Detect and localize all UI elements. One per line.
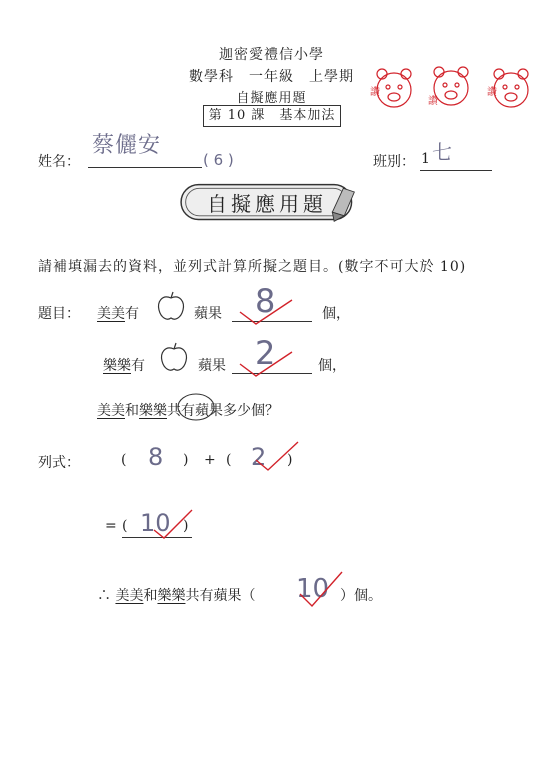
stamp-text-2: 讚 [428, 96, 438, 107]
close-paren-2: ) [287, 452, 293, 468]
pig-stamp-2 [434, 67, 468, 105]
school-name: 迦密愛禮信小學 [219, 47, 324, 63]
question-rest: 蘋果多少個？ [195, 403, 279, 419]
check-mark-3 [252, 440, 302, 474]
name-lele-3: 樂樂 [157, 588, 186, 604]
stamp-text-3: 讚 [487, 87, 497, 98]
pig-stamp-1 [377, 69, 411, 107]
instruction-text: 請補填漏去的資料，並列式計算所擬之題目。(數字不可大於 10) [38, 259, 467, 275]
banner-title: 自擬應用題 [207, 192, 327, 216]
equals-sign: = [105, 518, 117, 534]
open-paren-1: ( [121, 452, 127, 468]
therefore-symbol: ∴ [97, 588, 111, 604]
close-paren-1: ) [183, 452, 189, 468]
keyword-circle [176, 392, 216, 422]
has-text: 有 [125, 306, 139, 322]
fruit-label-2: 蘋果 [198, 358, 226, 374]
check-mark-2 [236, 350, 296, 380]
plus-sign: + [204, 452, 216, 468]
question-line-2 [103, 355, 145, 375]
result-handwriting: 10 [140, 509, 171, 537]
open-paren-2: ( [226, 452, 232, 468]
equation-value-2: 2 [251, 443, 267, 471]
answer-1-handwriting: 8 [255, 282, 276, 320]
topic-heading: 自擬應用題 [236, 91, 307, 106]
name-lele: 樂樂 [103, 358, 131, 374]
name-meimei-3: 美美 [115, 588, 144, 604]
conclusion-unit: ）個。 [340, 588, 382, 604]
apple-icon-2 [159, 341, 189, 373]
and-text-2: 和 [143, 588, 158, 604]
lesson-title: 第 10 課 基本加法 [203, 105, 341, 127]
answer-2-handwriting: 2 [255, 334, 276, 372]
question-line-1 [97, 303, 139, 323]
has-text-2: 有 [131, 358, 145, 374]
student-number [203, 151, 234, 169]
name-meimei: 美美 [97, 306, 125, 322]
check-mark-1 [236, 298, 296, 328]
stamp-text-1: 讚 [370, 87, 380, 98]
unit-label-1: 個， [322, 306, 350, 322]
name-underline [88, 167, 202, 168]
name-handwriting: 蔡儷安 [92, 133, 162, 158]
equation-label: 列式： [38, 455, 80, 471]
class-handwriting: 七 [432, 140, 452, 164]
total-keyword: 共有 [167, 403, 195, 419]
question-label: 題目： [38, 306, 80, 322]
class-prefix: 1 [421, 151, 430, 167]
check-mark-4 [150, 508, 196, 542]
name-meimei-2: 美美 [97, 403, 125, 419]
unit-label-2: 個， [318, 358, 346, 374]
name-label: 姓名： [38, 154, 80, 170]
praise-stamps [366, 60, 536, 116]
fruit-label-1: 蘋果 [194, 306, 222, 322]
equation-value-1: 8 [148, 443, 164, 471]
result-open-paren: ( [122, 518, 128, 534]
conclusion-line [97, 585, 255, 605]
result-close-paren: ) [183, 518, 189, 534]
conclusion-text: 共有蘋果（ [185, 588, 256, 604]
check-mark-5 [296, 570, 346, 610]
conclusion-answer: 10 [296, 574, 330, 604]
and-text: 和 [125, 403, 139, 419]
student-number-value: ( 6 ) [203, 151, 234, 169]
subject-line: 數學科 一年級 上學期 [189, 69, 354, 85]
class-label: 班別： [373, 154, 415, 170]
name-lele-2: 樂樂 [139, 403, 167, 419]
pig-stamp-3 [494, 69, 528, 107]
class-underline [420, 170, 492, 171]
apple-icon [156, 290, 186, 322]
